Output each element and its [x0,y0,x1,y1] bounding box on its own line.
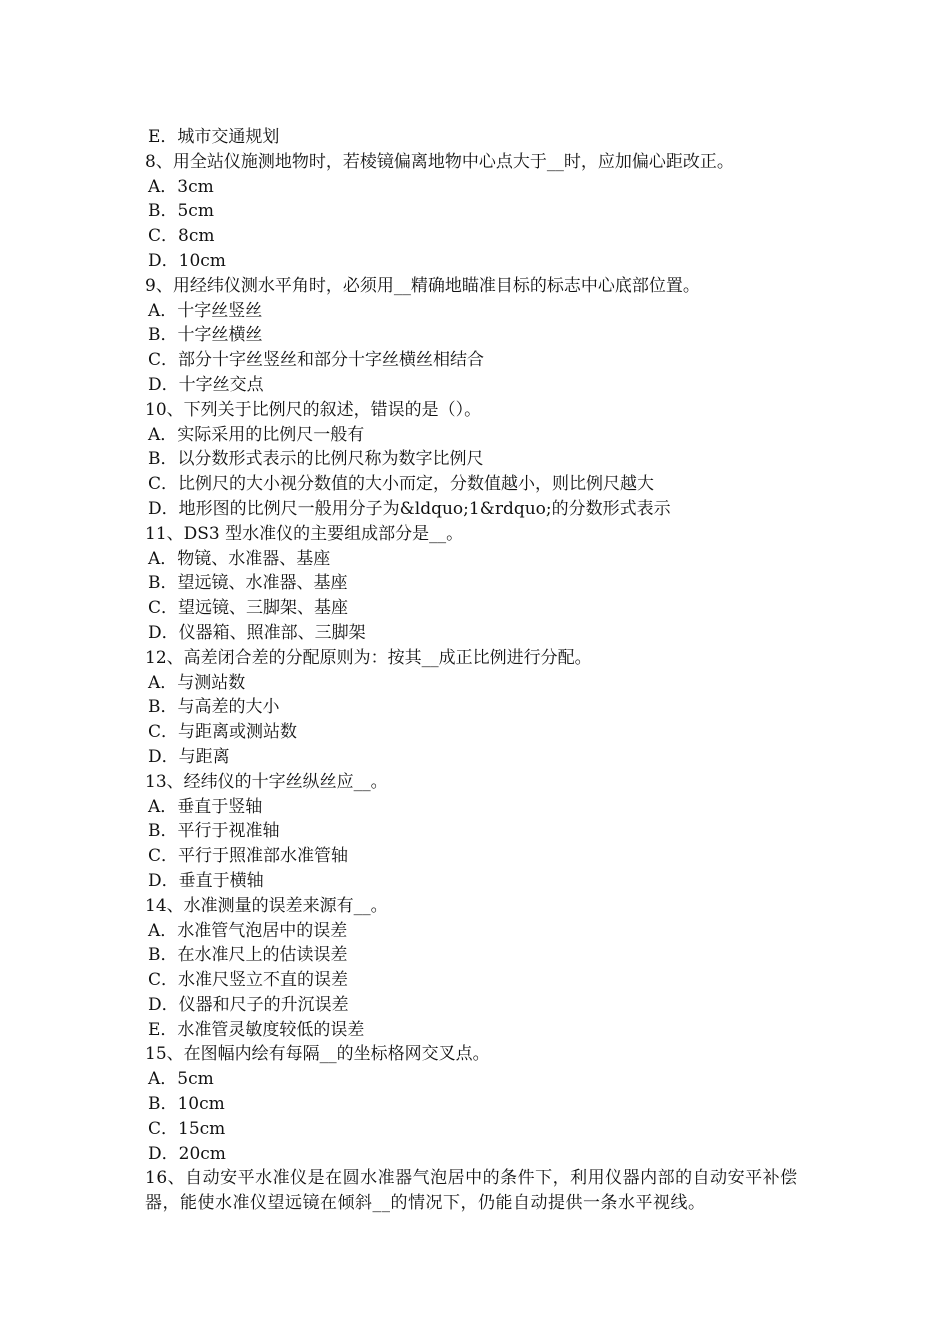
answer-option: A．垂直于竖轴 [148,796,263,817]
question-text: 8、用全站仪施测地物时，若棱镜偏离地物中心点大于__时，应加偏心距改正。 [145,151,734,172]
answer-option: B．十字丝横丝 [148,325,263,346]
answer-option: C．8cm [148,226,215,247]
answer-option: E．城市交通规划 [148,127,280,147]
question-text: 11、DS3 型水准仪的主要组成部分是__。 [145,523,464,544]
answer-option: B．望远镜、水准器、基座 [148,573,348,594]
answer-option: C．水准尺竖立不直的误差 [148,970,349,991]
answer-option: C．比例尺的大小视分数值的大小而定，分数值越小，则比例尺越大 [148,474,655,495]
answer-option: D．十字丝交点 [148,374,264,395]
answer-option: D．10cm [148,250,226,271]
answer-option: C．15cm [148,1118,226,1139]
question-list [145,125,815,1216]
question-text: 10、下列关于比例尺的叙述，错误的是（）。 [145,399,482,420]
answer-option: D．仪器箱、照准部、三脚架 [148,622,366,643]
answer-option: A．3cm [148,176,214,197]
answer-option: B．平行于视准轴 [148,821,280,842]
question-text: 9、用经纬仪测水平角时，必须用__精确地瞄准目标的标志中心底部位置。 [145,275,700,296]
answer-option: B．与高差的大小 [148,697,280,718]
answer-option: C．部分十字丝竖丝和部分十字丝横丝相结合 [148,350,485,371]
question-text: 16、自动安平水准仪是在圆水准器气泡居中的条件下，利用仪器内部的自动安平补偿器，能使水准仪望远镜在倾斜__的情况下，仍能自动提供一条水平视线。 [145,1168,798,1214]
answer-option: A．实际采用的比例尺一般有 [148,424,365,445]
answer-option: C．平行于照准部水准管轴 [148,846,349,867]
answer-option: A．5cm [148,1069,214,1090]
answer-option: D．20cm [148,1143,226,1164]
answer-option: D．垂直于横轴 [148,870,264,891]
answer-option: B．10cm [148,1094,225,1115]
answer-option: A．水准管气泡居中的误差 [148,920,348,941]
answer-option: A．十字丝竖丝 [148,300,263,321]
answer-option: B．在水准尺上的估读误差 [148,945,348,966]
answer-option: D．仪器和尺子的升沉误差 [148,994,349,1015]
question-text: 15、在图幅内绘有每隔__的坐标格网交叉点。 [145,1044,490,1065]
answer-option: C．望远镜、三脚架、基座 [148,598,349,619]
answer-option: D．与距离 [148,746,230,767]
question-text: 13、经纬仪的十字丝纵丝应__。 [145,771,388,792]
answer-option: E．水准管灵敏度较低的误差 [148,1019,365,1040]
answer-option: B．以分数形式表示的比例尺称为数字比例尺 [148,449,484,470]
question-text: 14、水准测量的误差来源有__。 [145,895,388,916]
answer-option: A．与测站数 [148,672,246,693]
answer-option: B．5cm [148,201,214,222]
answer-option: A．物镜、水准器、基座 [148,548,331,569]
answer-option: C．与距离或测站数 [148,722,298,743]
question-text: 12、高差闭合差的分配原则为：按其__成正比例进行分配。 [145,647,592,668]
answer-option: D．地形图的比例尺一般用分子为&ldquo;1&rdquo;的分数形式表示 [148,498,671,519]
